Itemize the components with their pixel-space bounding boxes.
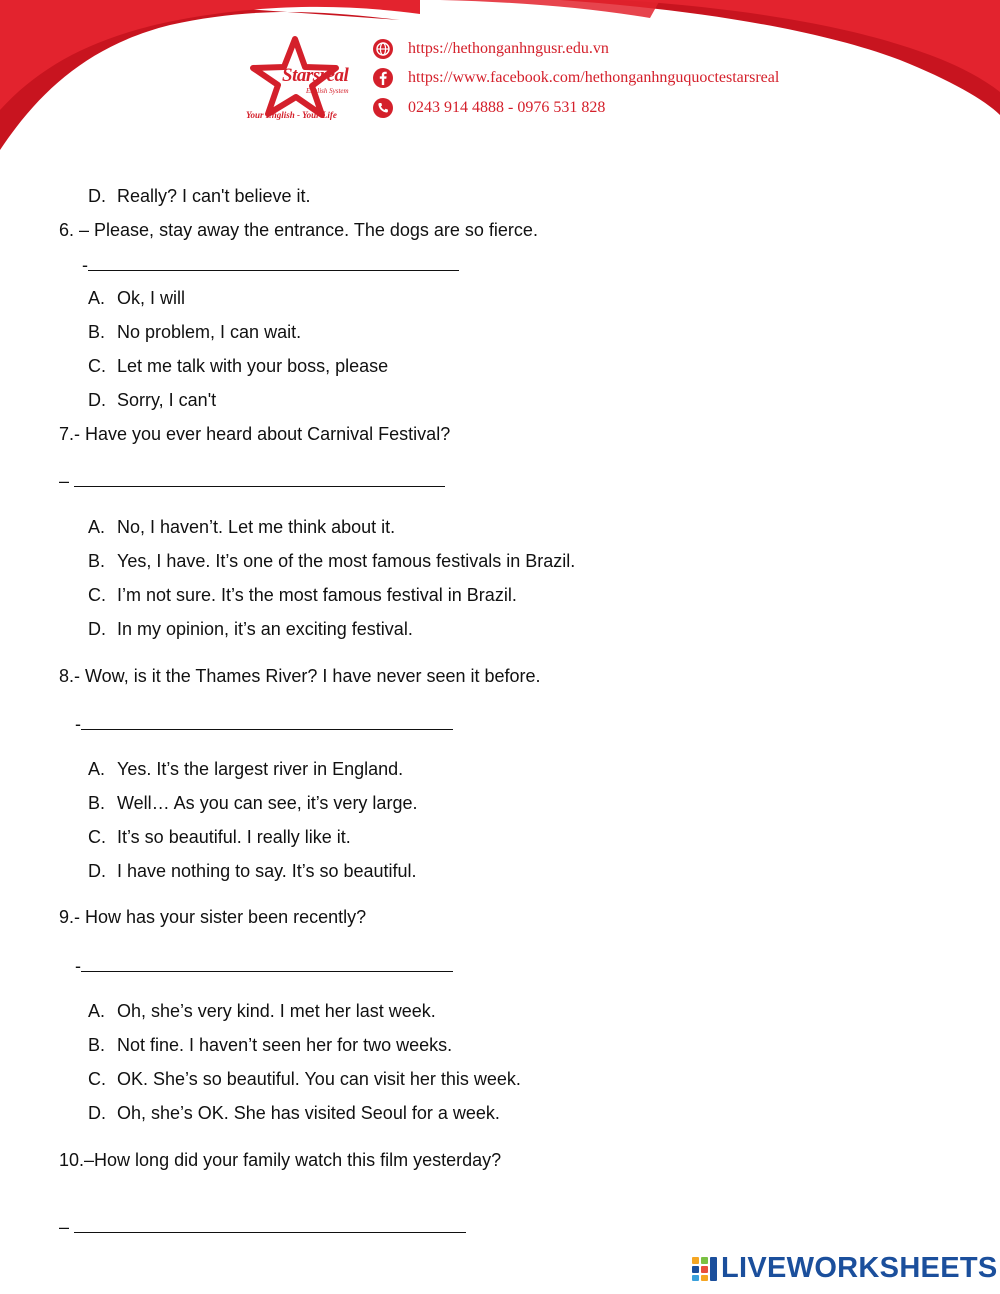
- option-letter: B.: [88, 322, 106, 342]
- liveworksheets-text: LIVEWORKSHEETS: [721, 1252, 998, 1284]
- option-text: In my opinion, it’s an exciting festival.: [117, 619, 413, 639]
- page-header: [0, 0, 1000, 160]
- option-text: Oh, she’s very kind. I met her last week.: [117, 1001, 436, 1021]
- option-text: Yes, I have. It’s one of the most famous festivals in Brazil.: [117, 551, 576, 571]
- answer-prefix: -: [82, 255, 88, 275]
- starsreal-logo: [240, 35, 360, 125]
- question-7-prompt: 7.- Have you ever heard about Carnival Festival?: [59, 424, 451, 444]
- option-7b[interactable]: [88, 551, 575, 572]
- option-7a[interactable]: [88, 517, 395, 538]
- answer-prefix: –: [59, 1217, 70, 1237]
- option-letter: B.: [88, 793, 106, 813]
- option-letter: C.: [88, 1069, 106, 1089]
- option-letter: A.: [88, 1001, 106, 1021]
- answer-line[interactable]: [88, 254, 459, 271]
- option-8d[interactable]: [88, 861, 417, 882]
- option-letter: D.: [88, 619, 106, 639]
- option-letter: B.: [88, 551, 106, 571]
- option-text: Really? I can't believe it.: [117, 186, 311, 206]
- option-text: Ok, I will: [117, 288, 186, 308]
- answer-blank-9[interactable]: [75, 955, 453, 977]
- question-8-prompt: 8.- Wow, is it the Thames River? I have never seen it before.: [59, 666, 541, 686]
- answer-blank-7[interactable]: [59, 470, 445, 492]
- option-letter: D.: [88, 186, 106, 206]
- option-text: Yes. It’s the largest river in England.: [117, 759, 404, 779]
- option-letter: D.: [88, 390, 106, 410]
- brand-sub: English System: [306, 87, 349, 95]
- option-8c[interactable]: [88, 827, 351, 848]
- option-8a[interactable]: [88, 759, 403, 780]
- option-9b[interactable]: [88, 1035, 452, 1056]
- brand-name: Starsreal: [282, 65, 349, 86]
- answer-prefix: -: [75, 714, 81, 734]
- liveworksheets-watermark: [692, 1252, 998, 1285]
- answer-blank-10[interactable]: [59, 1216, 466, 1238]
- option-letter: D.: [88, 861, 106, 881]
- facebook-row: [372, 66, 779, 90]
- question-10-prompt: 10.–How long did your family watch this film yesterday?: [59, 1150, 502, 1170]
- answer-blank-6[interactable]: [82, 254, 459, 276]
- brand-tagline: Your English - Your Life: [246, 110, 337, 120]
- option-text: No, I haven’t. Let me think about it.: [117, 517, 396, 537]
- option-letter: C.: [88, 356, 106, 376]
- phone-row: [372, 96, 605, 120]
- answer-line[interactable]: [81, 713, 453, 730]
- option-6b[interactable]: [88, 322, 301, 343]
- option-9c[interactable]: [88, 1069, 521, 1090]
- option-7d[interactable]: [88, 619, 413, 640]
- question-6-prompt: 6. – Please, stay away the entrance. The dogs are so fierce.: [59, 220, 538, 240]
- option-text: Sorry, I can't: [117, 390, 217, 410]
- answer-line[interactable]: [81, 955, 453, 972]
- option-6c[interactable]: [88, 356, 388, 377]
- option-9a[interactable]: [88, 1001, 436, 1022]
- answer-line[interactable]: [74, 470, 445, 487]
- answer-blank-8[interactable]: [75, 713, 453, 735]
- liveworksheets-logo-icon: [692, 1256, 718, 1282]
- website-link[interactable]: https://hethonganhngusr.edu.vn: [408, 40, 609, 57]
- option-d-prev[interactable]: [88, 186, 311, 207]
- option-letter: C.: [88, 585, 106, 605]
- answer-prefix: –: [59, 471, 70, 491]
- phone-icon: [372, 97, 394, 119]
- globe-icon: [372, 38, 394, 60]
- option-text: I’m not sure. It’s the most famous festival in Brazil.: [117, 585, 517, 605]
- answer-line[interactable]: [74, 1216, 466, 1233]
- option-9d[interactable]: [88, 1103, 500, 1124]
- facebook-icon: [372, 67, 394, 89]
- option-letter: A.: [88, 288, 106, 308]
- option-text: Oh, she’s OK. She has visited Seoul for a week.: [117, 1103, 500, 1123]
- option-text: Let me talk with your boss, please: [117, 356, 389, 376]
- option-text: Not fine. I haven’t seen her for two weeks.: [117, 1035, 453, 1055]
- option-letter: A.: [88, 759, 106, 779]
- option-text: No problem, I can wait.: [117, 322, 302, 342]
- answer-prefix: -: [75, 956, 81, 976]
- option-letter: B.: [88, 1035, 106, 1055]
- option-text: I have nothing to say. It’s so beautiful.: [117, 861, 417, 881]
- option-7c[interactable]: [88, 585, 517, 606]
- facebook-link[interactable]: https://www.facebook.com/hethonganhnguquoctestarsreal: [408, 69, 780, 86]
- website-row: [372, 37, 609, 61]
- option-text: Well… As you can see, it’s very large.: [117, 793, 418, 813]
- option-letter: C.: [88, 827, 106, 847]
- option-8b[interactable]: [88, 793, 417, 814]
- option-6d[interactable]: [88, 390, 216, 411]
- option-letter: A.: [88, 517, 106, 537]
- option-6a[interactable]: [88, 288, 185, 309]
- option-text: It’s so beautiful. I really like it.: [117, 827, 351, 847]
- option-letter: D.: [88, 1103, 106, 1123]
- question-9-prompt: 9.- How has your sister been recently?: [59, 907, 367, 927]
- option-text: OK. She’s so beautiful. You can visit her this week.: [117, 1069, 521, 1089]
- phone-number: 0243 914 4888 - 0976 531 828: [408, 99, 606, 116]
